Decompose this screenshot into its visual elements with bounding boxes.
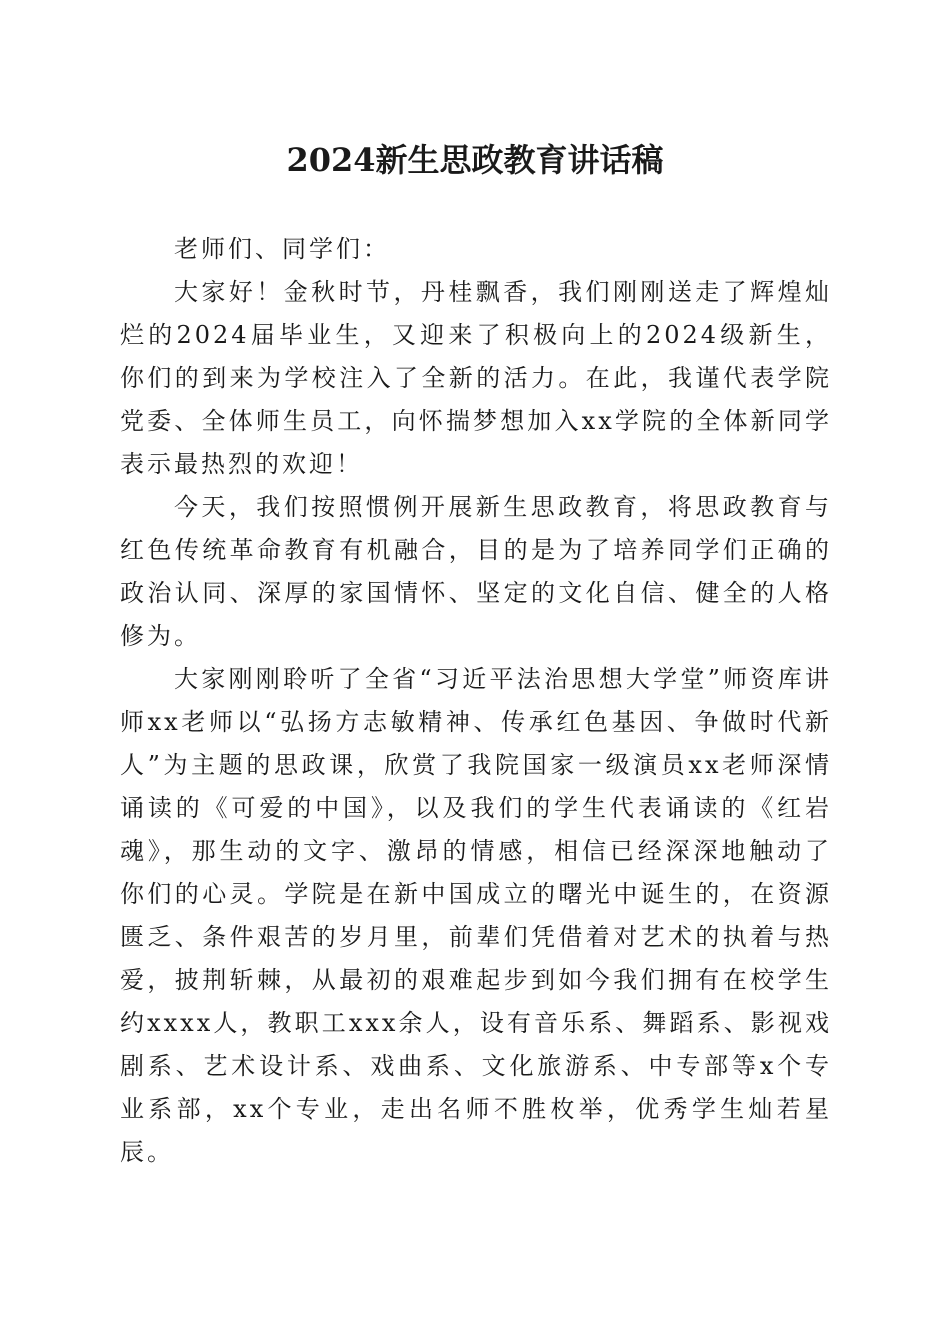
purpose-paragraph: 今天，我们按照惯例开展新生思政教育，将思政教育与红色传统革命教育有机融合，目的是为了培养同学们正确的政治认同、深厚的家国情怀、坚定的文化自信、健全的人格修为。	[120, 493, 832, 650]
salutation-paragraph: 老师们、同学们：	[174, 235, 390, 263]
history-paragraph: 大家刚刚聆听了全省“习近平法治思想大学堂”师资库讲师xx老师以“弘扬方志敏精神、传承红色基因、争做时代新人”为主题的思政课，欣赏了我院国家一级演员xx老师深情诵读的《可爱的中国》，以及我们的学生代表诵读的《红岩魂》，那生动的文字、激昂的情感，相信已经深深地触动了你们的心灵。学院是在新中国成立的曙光中诞生的，在资源匮乏、条件艰苦的岁月里，前辈们凭借着对艺术的执着与热爱，披荆斩棘，从最初的艰难起步到如今我们拥有在校学生约xxxx人，教职工xxx余人，设有音乐系、舞蹈系、影视戏剧系、艺术设计系、戏曲系、文化旅游系、中专部等x个专业系部，xx个专业，走出名师不胜枚举，优秀学生灿若星辰。	[120, 665, 832, 1166]
document-body	[120, 228, 832, 1174]
document-title: 2024新生思政教育讲话稿	[286, 141, 664, 179]
welcome-paragraph: 大家好！金秋时节，丹桂飘香，我们刚刚送走了辉煌灿烂的2024届毕业生，又迎来了积极向上的2024级新生，你们的到来为学校注入了全新的活力。在此，我谨代表学院党委、全体师生员工，向怀揣梦想加入xx学院的全体新同学表示最热烈的欢迎！	[120, 278, 832, 478]
